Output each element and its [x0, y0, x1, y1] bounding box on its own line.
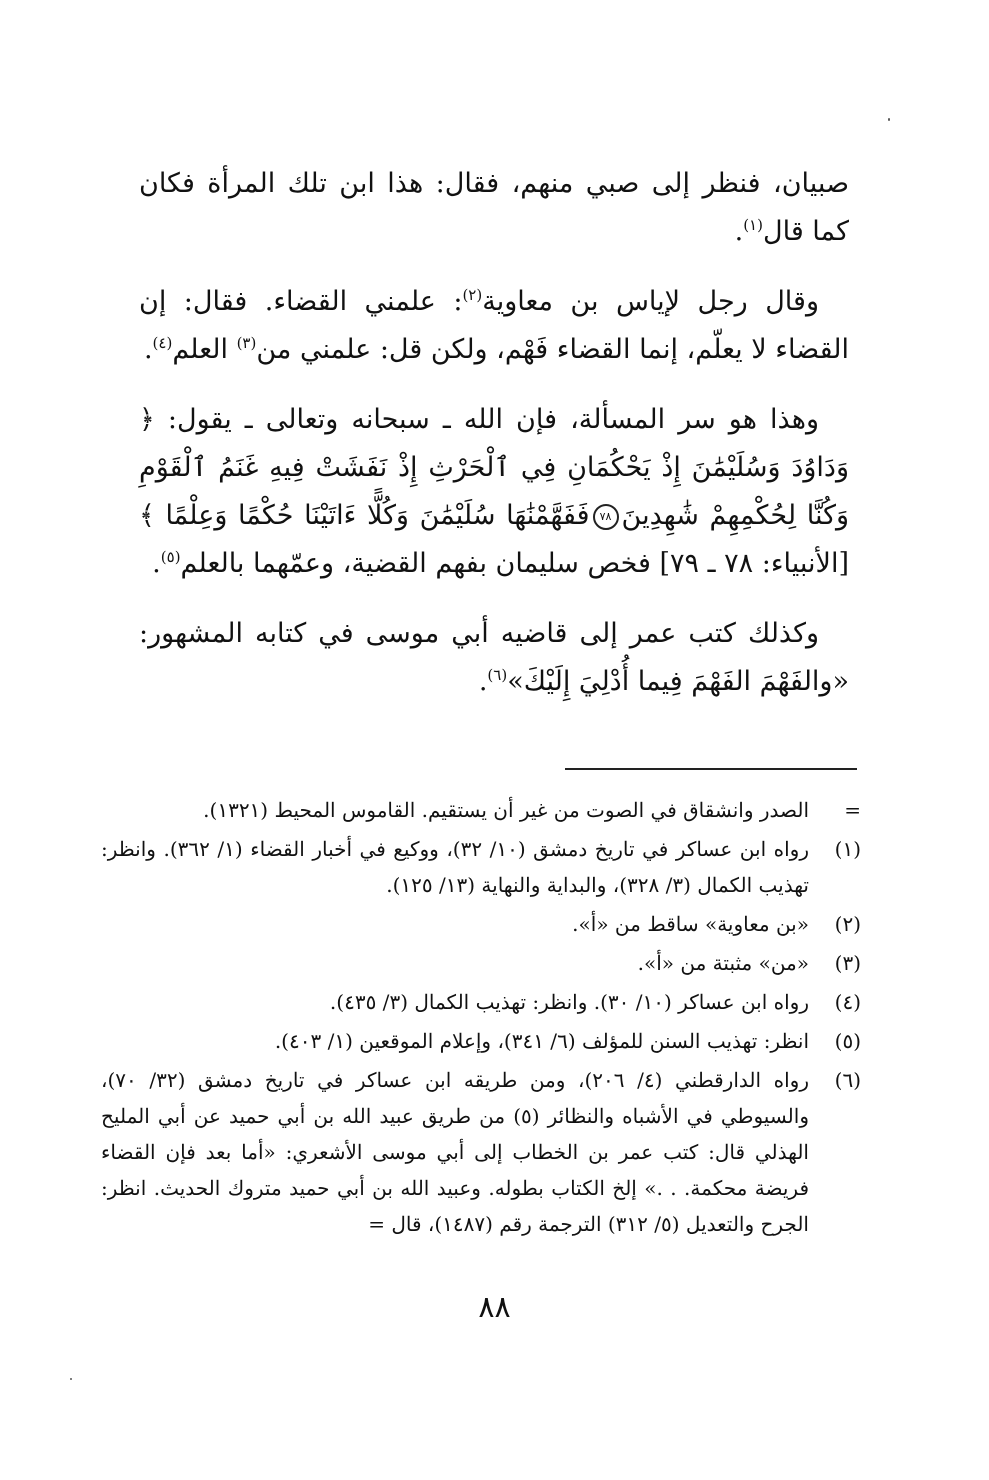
footnote-number: (٦)	[834, 1068, 861, 1092]
footnote-number: (٤)	[834, 990, 861, 1014]
footnote-item	[101, 792, 861, 828]
footnote-number: =	[844, 798, 861, 822]
page-number: ٨٨	[478, 1290, 511, 1325]
footnote-ref-2[interactable]: (٢)	[462, 286, 483, 304]
footnote-item	[101, 984, 861, 1020]
paragraph-2-end: .	[143, 334, 153, 365]
main-text	[139, 160, 849, 728]
paragraph-3-text: فَفَهَّمْنَٰهَا سُلَيْمَٰنَ وَكُلًّا ءَاتَيْنَا حُكْمًا وَعِلْمًا ﴾ [الأنبياء: ٧٨ ـ ٧٩] فخص سليمان بفهم القضية، وعمّهما بالعلم	[139, 500, 849, 579]
footnote-separator	[565, 768, 857, 770]
footnote-number: (٣)	[834, 951, 861, 975]
footnote-text: انظر: تهذيب السنن للمؤلف (٦/ ٣٤١)، وإعلام الموقعين (١/ ٤٠٣).	[274, 1029, 809, 1053]
paragraph-1-text: صبيان، فنظر إلى صبي منهم، فقال: هذا ابن تلك المرأة فكان كما قال	[139, 168, 849, 247]
paragraph-4-end: .	[478, 666, 488, 697]
paragraph-1-end: .	[734, 216, 744, 247]
footnote-item	[101, 831, 861, 903]
paragraph-1	[139, 160, 849, 256]
footnote-number: (٢)	[834, 912, 861, 936]
footnote-text: الصدر وانشقاق في الصوت من غير أن يستقيم. القاموس المحيط (١٣٢١).	[203, 798, 809, 822]
ayah-number-marker: ٧٨	[593, 504, 619, 530]
footnote-ref-5[interactable]: (٥)	[160, 548, 181, 566]
paragraph-2	[139, 278, 849, 374]
scan-speck	[888, 118, 890, 121]
footnote-number: (١)	[834, 837, 861, 861]
paragraph-2-text-c: العلم	[172, 334, 237, 365]
footnote-item	[101, 945, 861, 981]
scan-speck	[70, 1378, 72, 1380]
paragraph-2-text-a: وقال رجل لإياس بن معاوية	[482, 286, 819, 317]
footnotes	[101, 792, 861, 1245]
paragraph-4-text: وكذلك كتب عمر إلى قاضيه أبي موسى في كتابه المشهور: «والفَهْمَ الفَهْمَ فِيما أُدْلِيَ إِلَيْكَ»	[139, 618, 849, 697]
paragraph-4	[139, 610, 849, 706]
paragraph-3	[139, 396, 849, 588]
footnote-ref-4[interactable]: (٤)	[152, 334, 173, 352]
footnote-item	[101, 1023, 861, 1059]
quran-verse-text: وهذا هو سر المسألة، فإن الله ـ سبحانه وتعالى ـ يقول: ﴿ وَدَاوُدَ وَسُلَيْمَٰنَ إِذْ يَحْكُمَانِ فِي ٱلْحَرْثِ إِذْ نَفَشَتْ فِيهِ غَنَمُ ٱلْقَوْمِ وَكُنَّا لِحُكْمِهِمْ شَٰهِدِينَ	[139, 404, 849, 531]
footnote-text: «بن معاوية» ساقط من «أ».	[572, 912, 809, 936]
footnote-text: رواه ابن عساكر (١٠/ ٣٠). وانظر: تهذيب الكمال (٣/ ٤٣٥).	[329, 990, 809, 1014]
footnote-ref-3[interactable]: (٣)	[236, 334, 257, 352]
footnote-text: رواه الدارقطني (٤/ ٢٠٦)، ومن طريقه ابن عساكر في تاريخ دمشق (٣٢/ ٧٠)، والسيوطي في الأشباه والنظائر (٥) من طريق عبيد الله بن أبي حميد عن أبي المليح الهذلي قال: كتب عمر بن الخطاب إلى أبي موسى الأشعري: «أما بعد فإن القضاء فريضة محكمة. . .» إلخ الكتاب بطوله. وعبيد الله بن أبي حميد متروك الحديث. انظر: الجرح والتعديل (٥/ ٣١٢) الترجمة رقم (١٤٨٧)، قال =	[101, 1068, 809, 1236]
footnote-item	[101, 906, 861, 942]
footnote-number: (٥)	[834, 1029, 861, 1053]
footnote-item	[101, 1062, 861, 1242]
footnote-ref-1[interactable]: (١)	[743, 216, 763, 234]
footnote-ref-6[interactable]: (٦)	[487, 666, 508, 684]
footnote-text: رواه ابن عساكر في تاريخ دمشق (١٠/ ٣٢)، ووكيع في أخبار القضاء (١/ ٣٦٢). وانظر: تهذيب الكمال (٣/ ٣٢٨)، والبداية والنهاية (١٣/ ١٢٥).	[101, 837, 809, 897]
footnote-text: «من» مثبتة من «أ».	[637, 951, 809, 975]
paragraph-3-end: .	[152, 548, 161, 579]
paragraph-2-text-b: : علمني القضاء. فقال: إن القضاء لا يعلّم، إنما القضاء فَهْم، ولكن قل: علمني من	[139, 286, 849, 365]
